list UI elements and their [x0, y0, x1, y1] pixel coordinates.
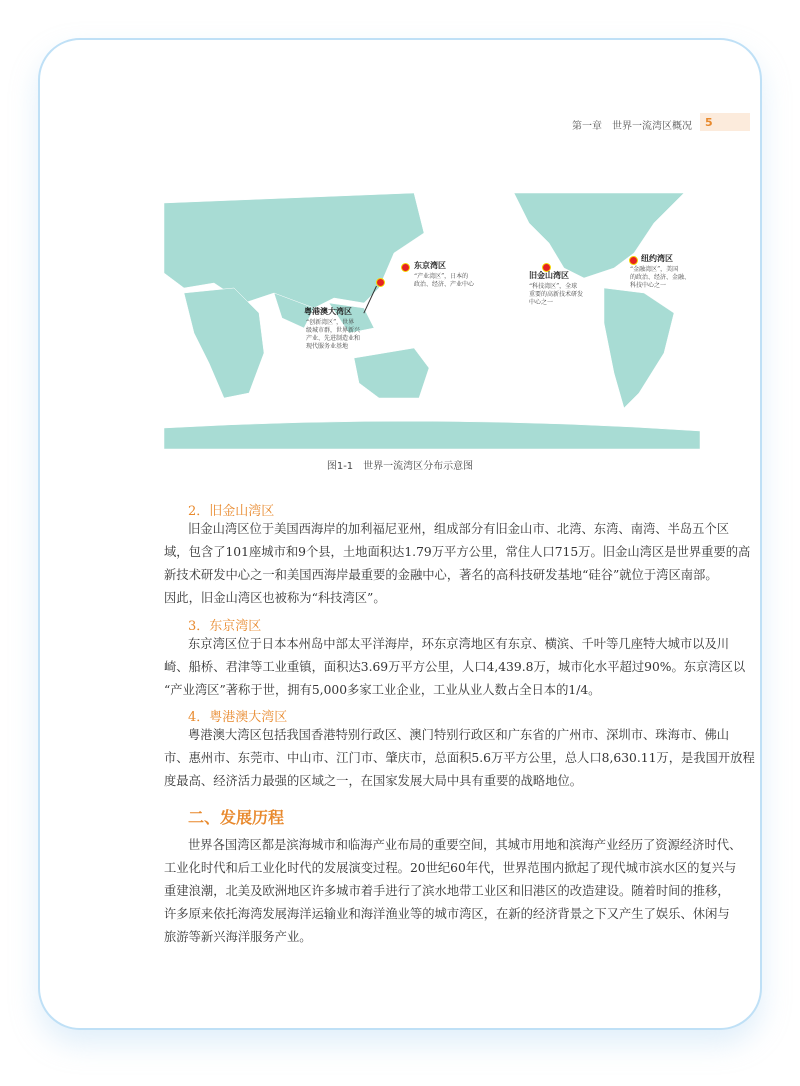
ny-label: 纽约湾区 — [641, 254, 673, 263]
text-line: 旅游等新兴海洋服务产业。 — [164, 930, 312, 944]
gba-desc-line: “创新湾区”，世界 — [306, 319, 355, 326]
gba-desc-line: 现代服务业基地 — [306, 343, 349, 350]
text-line: 新技术研发中心之一和美国西海岸最重要的金融中心，著名的高科技研发基地“硅谷”就位于湾区南部。 — [164, 568, 718, 582]
tokyo-marker — [401, 263, 410, 272]
paragraph-sf — [164, 518, 751, 610]
paragraph-development — [164, 834, 742, 949]
ny-desc — [630, 266, 690, 290]
gba-desc-line: 产业、先进制造业和 — [306, 335, 361, 342]
text-line: 旧金山湾区位于美国西海岸的加利福尼亚州，组成部分有旧金山市、北湾、东湾、南湾、半岛五个区 — [188, 522, 730, 536]
text-line: 度最高、经济活力最强的区域之一，在国家发展大局中具有重要的战略地位。 — [164, 774, 583, 788]
heading-tokyo: 3．东京湾区 — [188, 619, 262, 634]
text-line: 重建浪潮，北美及欧洲地区许多城市着手进行了滨水地带工业区和旧港区的改造建设。随着时间的推移， — [164, 884, 730, 898]
text-line: 世界各国湾区都是滨海城市和临海产业布局的重要空间，其城市用地和滨海产业经历了资源经济时代、 — [188, 838, 742, 852]
ny-marker — [629, 256, 638, 265]
continent-africa — [184, 288, 264, 398]
gba-desc-line: 级城市群，世界新兴 — [306, 327, 361, 334]
text-line: 因此，旧金山湾区也被称为“科技湾区”。 — [164, 591, 386, 605]
continent-australia — [354, 348, 429, 398]
paragraph-gba — [164, 724, 755, 793]
text-line: 粤港澳大湾区包括我国香港特别行政区、澳门特别行政区和广东省的广州市、深圳市、珠海市、佛山 — [188, 728, 730, 742]
world-map — [164, 193, 700, 449]
continent-antarctica — [164, 421, 700, 449]
sf-desc-line: 中心之一 — [529, 299, 554, 306]
sf-desc-line: 重要的高新技术研发 — [529, 291, 584, 298]
heading-sf: 2．旧金山湾区 — [188, 504, 275, 519]
continent-south-america — [604, 288, 674, 408]
text-line: “产业湾区”著称于世，拥有5,000多家工业企业，工业从业人数占全日本的1/4。 — [164, 683, 601, 697]
text-line: 工业化时代和后工业化时代的发展演变过程。20世纪60年代，世界范围内掀起了现代城市滨水区的复兴与 — [164, 861, 737, 875]
heading-gba: 4．粤港澳大湾区 — [188, 710, 288, 725]
running-header: 第一章 世界一流湾区概况 — [572, 121, 692, 132]
sf-desc-line: “科技湾区”，全球 — [529, 283, 578, 290]
text-line: 崎、船桥、君津等工业重镇，面积达3.69万平方公里，人口4,439.8万，城市化水平超过90%。东京湾区以 — [164, 660, 746, 674]
tokyo-desc-line: 政治、经济、产业中心 — [414, 281, 475, 288]
paragraph-tokyo — [164, 633, 746, 702]
tokyo-label: 东京湾区 — [414, 261, 446, 270]
text-line: 许多原来依托海湾发展海洋运输业和海洋渔业等的城市湾区，在新的经济背景之下又产生了娱乐、休闲与 — [164, 907, 730, 921]
world-map-graphic — [164, 193, 700, 449]
page-number: 5 — [705, 116, 713, 129]
ny-desc-line: “金融湾区”，美国 — [630, 266, 679, 273]
ny-desc-line: 科技中心之一 — [630, 282, 667, 289]
tokyo-desc — [414, 273, 474, 289]
tokyo-desc-line: “产业湾区”，日本的 — [414, 273, 469, 280]
gba-marker — [376, 278, 385, 287]
text-line: 域，包含了101座城市和9个县，土地面积达1.79万平方公里，常住人口715万。旧金山湾区是世界重要的高 — [164, 545, 751, 559]
sf-label: 旧金山湾区 — [529, 271, 569, 280]
gba-label: 粤港澳大湾区 — [304, 307, 352, 316]
gba-desc — [306, 319, 360, 351]
text-line: 市、惠州市、东莞市、中山市、江门市、肇庆市，总面积5.6万平方公里，总人口8,630.11万，是我国开放程 — [164, 751, 755, 765]
sf-desc — [529, 283, 583, 307]
figure-caption: 图1-1 世界一流湾区分布示意图 — [326, 461, 474, 472]
section-heading-development: 二、发展历程 — [188, 808, 285, 827]
ny-desc-line: 的政治、经济、金融、 — [630, 274, 691, 281]
text-line: 东京湾区位于日本本州岛中部太平洋海岸，环东京湾地区有东京、横滨、千叶等几座特大城市以及川 — [188, 637, 730, 651]
